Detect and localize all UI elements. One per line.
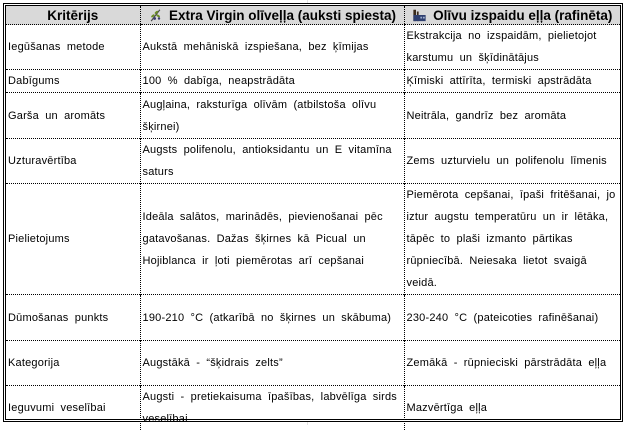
criterion-cell: Uzturavērtība <box>6 139 140 184</box>
criterion-cell: Dabīgums <box>6 70 140 93</box>
table-row <box>6 139 620 184</box>
criterion-cell: Ieguvumi veselībai <box>6 386 140 430</box>
header-label: Extra Virgin olīveļļa (auksti spiesta) <box>169 8 396 23</box>
pomace-cell: Ķīmiski attīrīta, termiski apstrādāta <box>404 70 620 93</box>
pomace-cell: Zems uzturvielu un polifenolu līmenis <box>404 139 620 184</box>
evoo-cell: 100 % dabīga, neapstrādāta <box>140 70 404 93</box>
evoo-cell: Augsti - pretiekaisuma īpašības, labvēlīga sirds veselībai <box>140 386 404 430</box>
evoo-cell: Ideāla salātos, marinādēs, pievienošanai pēc gatavošanas. Dažas šķirnes kā Picual un Hojiblanca ir ļoti piemērotas arī cepšanai <box>140 184 404 295</box>
olive-branch-icon <box>148 8 163 22</box>
pomace-cell: Ekstrakcija no izspaidām, pielietojot karstumu un šķīdinātājus <box>404 25 620 70</box>
evoo-cell: Augstākā - “šķidrais zelts” <box>140 341 404 386</box>
table-row <box>6 341 620 386</box>
factory-icon <box>412 8 427 22</box>
criterion-cell: Garša un aromāts <box>6 93 140 139</box>
table-row <box>6 25 620 70</box>
header-row <box>6 6 620 25</box>
pomace-cell: Piemērota cepšanai, īpaši fritēšanai, jo iztur augstu temperatūru un ir lētāka, tāpēc to plaši izmanto pārtikas rūpniecībā. Neiesaka lietot svaigā veidā. <box>404 184 620 295</box>
evoo-cell: Aukstā mehāniskā izspiešana, bez ķīmijas <box>140 25 404 70</box>
header-evoo <box>140 6 404 25</box>
header-criterion <box>6 6 140 25</box>
table-row <box>6 295 620 341</box>
table-row <box>6 70 620 93</box>
pomace-cell: Zemākā - rūpnieciski pārstrādāta eļļa <box>404 341 620 386</box>
criterion-cell: Iegūšanas metode <box>6 25 140 70</box>
table-row <box>6 93 620 139</box>
table-row <box>6 184 620 295</box>
header-pomace <box>404 6 620 25</box>
pomace-cell: Neitrāla, gandrīz bez aromāta <box>404 93 620 139</box>
evoo-cell: 190-210 °C (atkarībā no šķirnes un skābuma) <box>140 295 404 341</box>
table-row <box>6 386 620 430</box>
pomace-cell: 230-240 °C (pateicoties rafinēšanai) <box>404 295 620 341</box>
evoo-cell: Augļaina, raksturīga olīvām (atbilstoša olīvu šķirnei) <box>140 93 404 139</box>
header-label: Olīvu izspaidu eļļa (rafinēta) <box>433 8 612 23</box>
criterion-cell: Kategorija <box>6 341 140 386</box>
evoo-cell: Augsts polifenolu, antioksidantu un E vitamīna saturs <box>140 139 404 184</box>
comparison-table <box>6 6 620 430</box>
pomace-cell: Mazvērtīga eļļa <box>404 386 620 430</box>
criterion-cell: Pielietojums <box>6 184 140 295</box>
header-label: Kritērijs <box>47 8 98 23</box>
comparison-table-frame <box>3 3 623 422</box>
criterion-cell: Dūmošanas punkts <box>6 295 140 341</box>
